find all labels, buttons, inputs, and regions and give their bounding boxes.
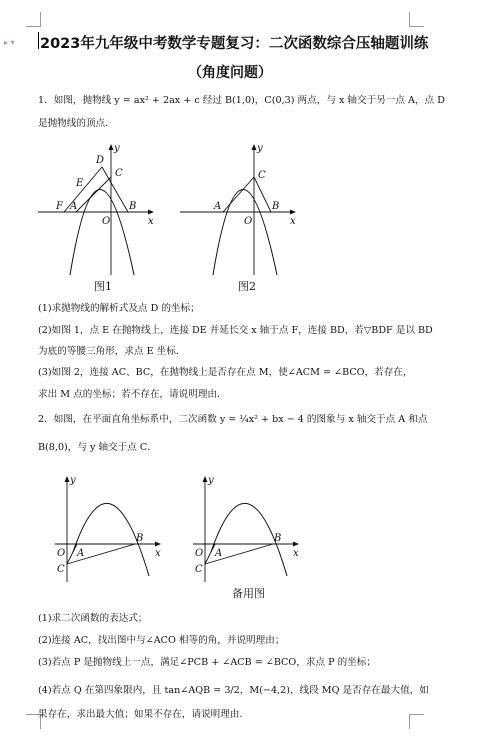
parabola: [213, 190, 280, 276]
label-B: B: [136, 533, 144, 544]
label-O: O: [57, 548, 66, 559]
q2-stem-line1: 2．如图，在平面直角坐标系中，二次函数 y = ¼x² + bx − 4 的图象与 x 轴交于点 A 和点: [38, 414, 428, 425]
label-C: C: [258, 170, 266, 181]
label-B: B: [272, 201, 280, 212]
label-x: x: [155, 548, 161, 559]
label-y: y: [114, 143, 120, 154]
q2-part3: (3)若点 P 是抛物线上一点，满足∠PCB + ∠ACB = ∠BCO，求点 P 的坐标；: [38, 657, 376, 668]
label-O: O: [195, 548, 204, 559]
document-subtitle: （角度问题）: [188, 65, 272, 81]
label-O: O: [244, 216, 253, 227]
q1-part2-line1: (2)如图 1，点 E 在抛物线上，连接 DE 并延长交 x 轴于点 F，连接 BD，若▽BDF 是以 BD: [38, 325, 433, 336]
fig2-caption: 图2: [238, 280, 256, 293]
q1-part3-line1: (3)如图 2，连接 AC、BC，在抛物线上是否存在点 M，使∠ACM = ∠BCO，若存在，: [38, 367, 413, 378]
label-C: C: [195, 564, 203, 575]
q2-stem-line2: B(8,0)，与 y 轴交于点 C．: [38, 442, 157, 453]
label-A: A: [214, 201, 222, 212]
document-title: 2023年九年级中考数学专题复习：二次函数综合压轴题训练: [40, 36, 429, 52]
label-x: x: [290, 216, 296, 227]
label-y: y: [257, 143, 263, 154]
fig1-caption: 图1: [94, 280, 112, 293]
label-E: E: [76, 178, 84, 189]
q1-part2-line2: 为底的等腰三角形，求点 E 坐标．: [38, 346, 186, 357]
label-B: B: [274, 533, 282, 544]
q2-part4-line2: 果存在，求出最大值；如果不存在，请说明理由．: [38, 709, 250, 720]
q1-part1: (1)求抛物线的解析式及点 D 的坐标；: [38, 303, 200, 314]
label-x: x: [148, 216, 154, 227]
text-cursor: [38, 32, 39, 49]
label-F: F: [56, 201, 63, 212]
q2-spare-figure: [183, 474, 313, 584]
label-x: x: [293, 548, 299, 559]
label-O: O: [102, 216, 111, 227]
segment-BC: [254, 177, 271, 212]
segment-AC: [205, 544, 215, 564]
spare-figure-caption: 备用图: [232, 587, 265, 600]
q2-part2: (2)连接 AC，找出图中与∠ACO 相等的角，并说明理由；: [38, 635, 285, 646]
label-B: B: [129, 201, 137, 212]
q1-part3-line2: 求出 M 点的坐标；若不存在，请说明理由．: [38, 389, 227, 400]
label-C: C: [57, 564, 65, 575]
q2-part1: (1)求二次函数的表达式；: [38, 613, 148, 624]
q2-part4-line1: (4)若点 Q 在第四象限内，且 tan∠AQB = 3/2，M(−4,2)，线段 MQ 是否存在最大值，如: [38, 685, 429, 696]
q1-stem-line1: 1．如图，抛物线 y = ax² + 2ax + c 经过 B(1,0)，C(0,3) 两点，与 x 轴交于另一点 A，点 D: [38, 95, 445, 106]
q1-figure-1: [38, 142, 168, 277]
parabola: [70, 190, 137, 276]
label-A: A: [77, 548, 85, 559]
label-y: y: [70, 475, 76, 486]
page-corner-mark: [26, 12, 41, 27]
label-C: C: [115, 168, 123, 179]
label-A: A: [70, 201, 78, 212]
q1-figure-2: [180, 142, 310, 277]
q1-stem-line2: 是抛物线的顶点．: [38, 118, 115, 129]
label-D: D: [96, 155, 105, 166]
page-corner-mark: [409, 714, 424, 729]
page-corner-mark: [409, 12, 424, 27]
label-y: y: [208, 475, 214, 486]
margin-arrow-icon[interactable]: ▸ ▾: [4, 38, 15, 47]
label-A: A: [215, 548, 223, 559]
segment-AC: [223, 177, 254, 212]
segment-AC: [67, 544, 77, 564]
q2-figure: [45, 474, 175, 584]
